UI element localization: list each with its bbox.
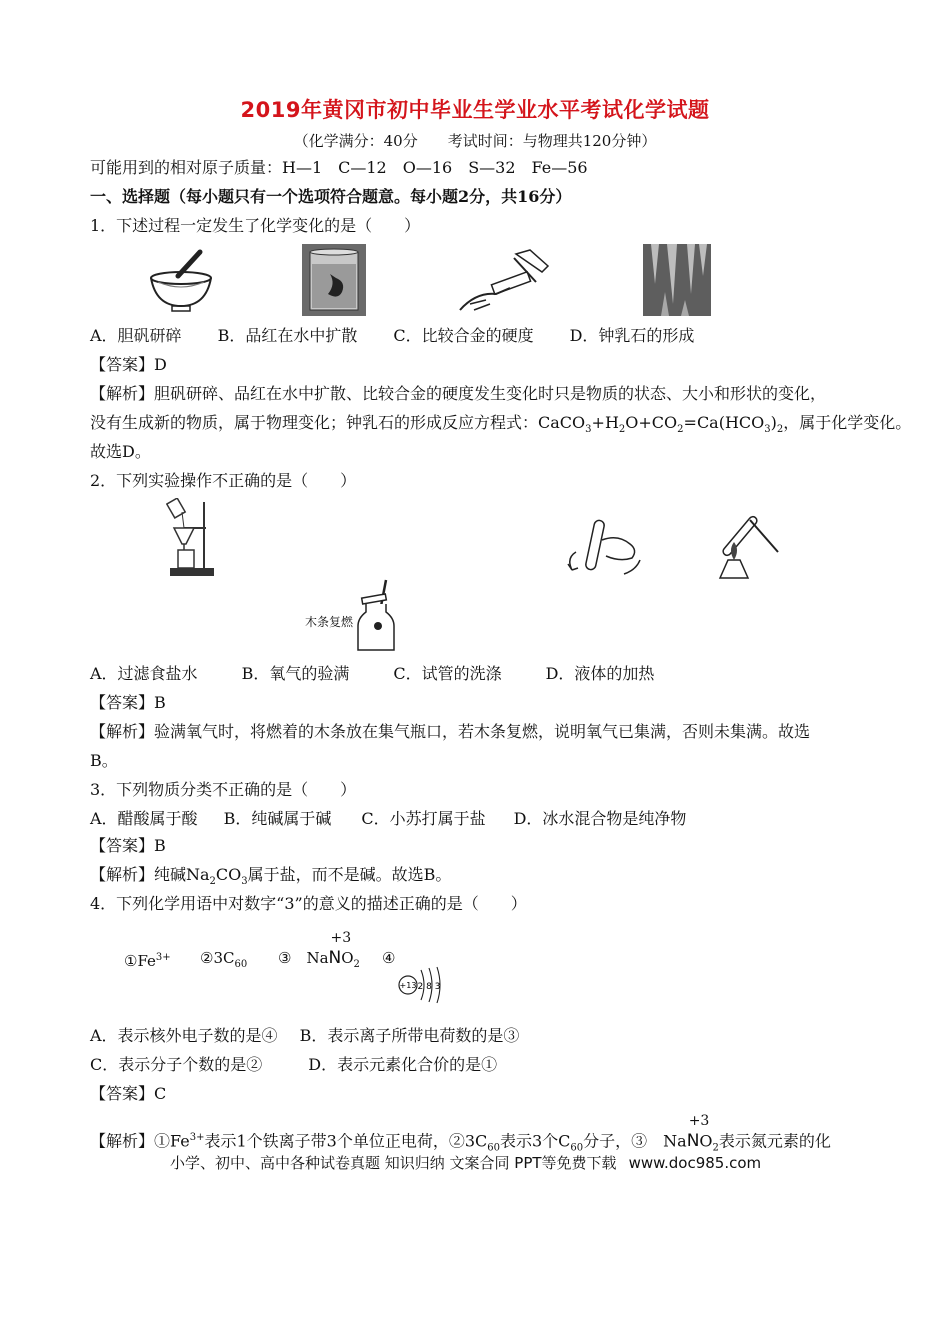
oxygen-test-figure	[356, 578, 396, 654]
q2-option-c: C．试管的洗涤	[393, 664, 502, 683]
atom-shells-label: 2 8 3	[417, 982, 441, 992]
q3-option-c: C．小苏打属于盐	[361, 809, 486, 828]
q4-stem: 4．下列化学用语中对数字“3”的意义的描述正确的是（ ）	[90, 894, 527, 913]
q2-wood-label: 木条复燃	[305, 615, 354, 629]
q4-option-b: B．表示离子所带电荷数的是③	[299, 1026, 520, 1045]
q2-option-b: B．氧气的验满	[241, 664, 350, 683]
q2-analysis-line1: 【解析】验满氧气时，将燃着的木条放在集气瓶口，若木条复燃，说明氧气已集满，否则未集满。故选	[90, 722, 811, 741]
footer-link[interactable]: www.doc985.com	[628, 1154, 762, 1172]
q1-answer: 【答案】D	[90, 355, 167, 374]
q3-option-b: B．纯碱属于碱	[223, 809, 332, 828]
filtration-figure	[166, 498, 218, 580]
page-subtitle: （化学满分：40分 考试时间：与物理共120分钟）	[293, 132, 657, 150]
q3-analysis: 【解析】纯碱$Na_2CO_3$属于盐，而不是碱。故选B。	[90, 865, 452, 888]
q1-stem: 1．下述过程一定发生了化学变化的是（ ）	[90, 216, 421, 235]
q4-answer: 【答案】C	[90, 1084, 167, 1103]
q4-option-a: A．表示核外电子数的是④	[90, 1026, 278, 1045]
q1-analysis-line1: 【解析】胆矾研碎、品红在水中扩散、比较合金的硬度发生变化时只是物质的状态、大小和形状的变化，	[90, 384, 827, 403]
test-tube-washing-figure	[558, 514, 644, 580]
liquid-heating-figure	[706, 510, 782, 582]
q1-analysis-line2: 没有生成新的物质，属于物理变化；钟乳石的形成反应方程式：$CaCO_3+H_2O+CO_2=Ca(HCO_3)_2$，属于化学变化。	[90, 413, 912, 436]
q3-option-a: A．醋酸属于酸	[90, 809, 198, 828]
stalactite-figure	[643, 244, 711, 316]
q4-symbol-2: $②3C_{60}$	[200, 949, 248, 970]
q4-options-row1	[90, 1026, 519, 1046]
q1-option-d: D．钟乳石的形成	[569, 326, 695, 345]
atomic-mass-line: 可能用到的相对原子质量：H—1 C—12 O—16 S—32 Fe—56	[90, 158, 588, 177]
q4-symbol-1: $①Fe^{3+}$	[124, 952, 171, 970]
q4-symbol-4: ④	[382, 949, 396, 967]
beaker-dye-figure	[302, 244, 366, 316]
q1-options	[90, 326, 694, 346]
q2-analysis-line2: B。	[90, 751, 118, 770]
q1-option-c: C．比较合金的硬度	[393, 326, 534, 345]
q4-analysis: 【解析】$①Fe^{3+}$表示1个铁离子带3个单位正电荷，$②3C_{60}$表示3个$C_{60}$分子，③ Na +3 $NO_2$表示氮元素的化	[90, 1113, 831, 1154]
q2-option-a: A．过滤食盐水	[90, 664, 198, 683]
footer-text: 小学、初中、高中各种试卷真题 知识归纳 文案合同 PPT等免费下载	[170, 1154, 617, 1172]
section-heading: 一、选择题（每小题只有一个选项符合题意。每小题2分，共16分）	[90, 187, 572, 206]
q3-stem: 3．下列物质分类不正确的是（ ）	[90, 780, 357, 799]
atom-structure-diagram	[396, 964, 448, 1004]
q1-analysis-line3: 故选D。	[90, 442, 151, 461]
q4-symbol-3: ③ Na +3 $NO_2$	[278, 930, 360, 970]
q4-option-d: D．表示元素化合价的是①	[308, 1055, 498, 1074]
q3-answer: 【答案】B	[90, 836, 166, 855]
q1-option-b: B．品红在水中扩散	[217, 326, 358, 345]
q2-options	[90, 664, 654, 684]
q2-stem: 2．下列实验操作不正确的是（ ）	[90, 471, 357, 490]
alloy-hardness-figure	[456, 248, 552, 318]
atom-nucleus-label: +13	[399, 981, 417, 990]
q3-option-d: D．冰水混合物是纯净物	[513, 809, 687, 828]
q4-options-row2	[90, 1055, 497, 1075]
mortar-figure	[148, 248, 214, 314]
q4-option-c: C．表示分子个数的是②	[90, 1055, 263, 1074]
footer	[170, 1152, 761, 1173]
q2-answer: 【答案】B	[90, 693, 166, 712]
q2-option-d: D．液体的加热	[545, 664, 655, 683]
q1-option-a: A．胆矾研碎	[90, 326, 182, 345]
page-title: 2019年黄冈市初中毕业生学业水平考试化学试题	[240, 98, 710, 122]
q3-options	[90, 809, 686, 829]
